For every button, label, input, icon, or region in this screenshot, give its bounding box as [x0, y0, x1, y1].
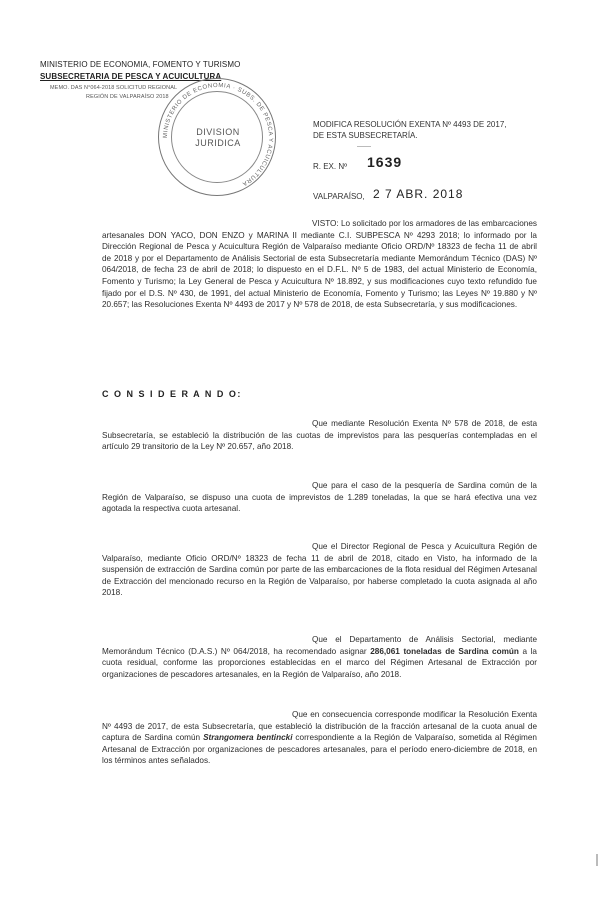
recommended-tonnage: 286,061 toneladas de Sardina común [370, 646, 519, 656]
scan-edge-mark [596, 854, 598, 866]
subject-line-2: DE ESTA SUBSECRETARÍA. [313, 131, 418, 140]
resolution-number: 1639 [367, 154, 403, 170]
subsecretaria-name: SUBSECRETARIA DE PESCA Y ACUICULTURA [40, 72, 222, 81]
stamp-division: DIVISION [196, 127, 240, 137]
scan-mark [357, 146, 371, 147]
considerando-heading: C O N S I D E R A N D O: [102, 389, 242, 399]
considerando-paragraph-1: Que mediante Resolución Exenta Nº 578 de 2018, de esta Subsecretaría, se estableció la distribución de las cuotas de imprevistos para las pesquerías contempladas en el artículo 29 transitorio de la Ley Nº 20.657, año 2018. [102, 419, 537, 452]
subject-line-1: MODIFICA RESOLUCIÓN EXENTA Nº 4493 DE 2017, [313, 120, 507, 129]
resolution-date: 2 7 ABR. 2018 [373, 187, 464, 201]
ministry-name: MINISTERIO DE ECONOMIA, FOMENTO Y TURISMO [40, 60, 241, 69]
visto-text: VISTO: Lo solicitado por los armadores de las embarcaciones artesanales DON YACO, DON ENZO y MARINA II mediante C.I. SUBPESCA Nº 4293 2018; lo informado por la Dirección Regional de Pesca y Acuicultura Región de Valparaíso mediante Oficio ORD/Nº 18323 de fecha 11 de abril de 2018 y por el Departamento de Análisis Sectorial de esta Subsecretaría mediante Memorándum Técnico (DAS) Nº 064/2018, de fecha 23 de abril de 2018; lo dispuesto en el D.F.L. Nº 5 de 1983, del actual Ministerio de Economía, Fomento y Turismo; la Ley General de Pesca y Acuicultura Nº 18.892, y sus modificaciones cuyo texto refundido fue fijado por el D.S. Nº 430, de 1991, del actual Ministerio de Economía, Fomento y Turismo; las Leyes Nº 19.880 y Nº 20.657; las Resoluciones Exenta Nº 4493 de 2017 y Nº 578 de 2018, de esta Subsecretaría, y sus modificaciones. [102, 219, 537, 310]
considerando-paragraph-4: Que el Departamento de Análisis Sectorial, mediante Memorándum Técnico (D.A.S.) Nº 064/2018, ha recomendado asignar 286,061 toneladas de Sardina común a la cuota residual, conforme las proporciones establecidas en el marco del Régimen Artesanal de Extracción por organizaciones de pescadores artesanales, en la Región de Valparaíso, año 2018. [102, 635, 537, 679]
svg-text:MINISTERIO DE ECONOMIA · SUBS.: MINISTERIO DE ECONOMIA · SUBS. DE PESCA Y ACUICULTURA [162, 82, 274, 187]
species-name: Strangomera bentincki [203, 733, 293, 743]
official-stamp [158, 78, 276, 196]
considerando-paragraph-3: Que el Director Regional de Pesca y Acuicultura Región de Valparaíso, mediante Oficio ORD/Nº 18323 de fecha 11 de abril de 2018, citado en Visto, ha informado de la suspensión de extracción de Sardina común por parte de las embarcaciones de la flota residual del Régimen Artesanal de Extracción del mencionado recurso en la Región de Valparaíso, por haberse completado la cuota asignada al año 2018. [102, 542, 537, 598]
city: VALPARAÍSO, [313, 192, 365, 201]
stamp-juridica: JURIDICA [195, 138, 241, 148]
visto-paragraph [102, 218, 537, 311]
stamp-center-text [159, 127, 277, 149]
header-ref-line-2: REGIÓN DE VALPARAÍSO 2018 [86, 94, 169, 100]
considerando-paragraph-5: Que en consecuencia corresponde modificar la Resolución Exenta Nº 4493 de 2017, de esta Subsecretaría, que estableció la distribución de la fracción artesanal de la cuota anual de captura de Sardina común Strangomera bentincki correspondiente a la Región de Valparaíso, sometida al Régimen Artesanal de Extracción por organizaciones de pescadores artesanales, para el período enero-diciembre de 2018, en los términos antes señalados. [102, 710, 537, 766]
considerando-paragraph-2: Que para el caso de la pesquería de Sardina común de la Región de Valparaíso, se dispuso una cuota de imprevistos de 1.289 toneladas, la que se hará efectiva una vez agotada la respectiva cuota artesanal. [102, 481, 537, 514]
resolution-label: R. EX. Nº [313, 162, 348, 171]
header-ref-line-1: MEMO. DAS N°064-2018 SOLICITUD REGIONAL [50, 85, 178, 91]
